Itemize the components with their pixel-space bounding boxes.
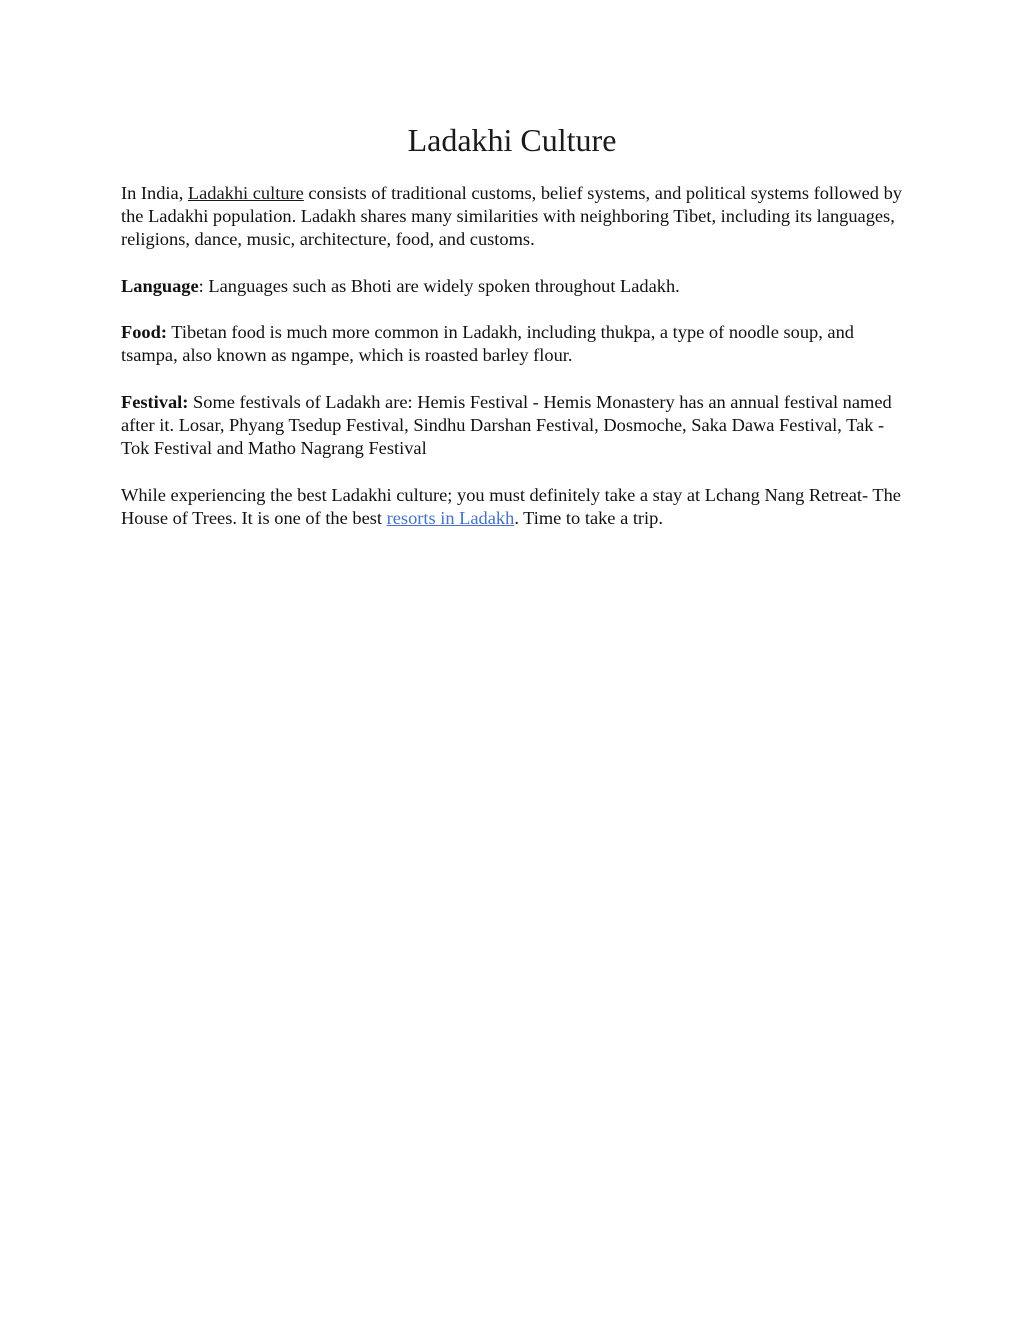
language-text: : Languages such as Bhoti are widely spoken throughout Ladakh. xyxy=(198,275,680,296)
intro-paragraph xyxy=(121,182,911,252)
festival-text: Some festivals of Ladakh are: Hemis Festival - Hemis Monastery has an annual festival named after it. Losar, Phyang Tsedup Festival, Sindhu Darshan Festival, Dosmoche, Saka Dawa Festival, Tak - Tok Festival and Matho Nagrang Festival xyxy=(121,391,892,459)
intro-text-before: In India, xyxy=(121,183,188,203)
closing-paragraph xyxy=(121,484,911,530)
document-body xyxy=(121,182,911,553)
language-paragraph xyxy=(121,275,911,298)
closing-text-before: While experiencing the best Ladakhi culture; you must definitely take a stay at Lchang Nang Retreat- The House of Trees. It is one of the best xyxy=(121,484,901,528)
food-label: Food: xyxy=(121,322,167,343)
festival-label: Festival: xyxy=(121,391,189,412)
food-paragraph xyxy=(121,321,911,367)
page-title: Ladakhi Culture xyxy=(407,122,617,158)
food-text: Tibetan food is much more common in Ladakh, including thukpa, a type of noodle soup, and tsampa, also known as ngampe, which is roasted barley flour. xyxy=(121,322,854,366)
intro-text-after: consists of traditional customs, belief systems, and political systems followed by the Ladakhi population. Ladakh shares many similarities with neighboring Tibet, including its languages, religions, dance, music, architecture, food, and customs. xyxy=(121,183,902,250)
festival-paragraph xyxy=(121,391,911,461)
language-label: Language xyxy=(121,275,199,296)
closing-text-after: . Time to take a trip. xyxy=(514,507,663,528)
resorts-in-ladakh-link[interactable]: resorts in Ladakh xyxy=(386,507,515,528)
ladakhi-culture-link[interactable]: Ladakhi culture xyxy=(187,183,304,203)
